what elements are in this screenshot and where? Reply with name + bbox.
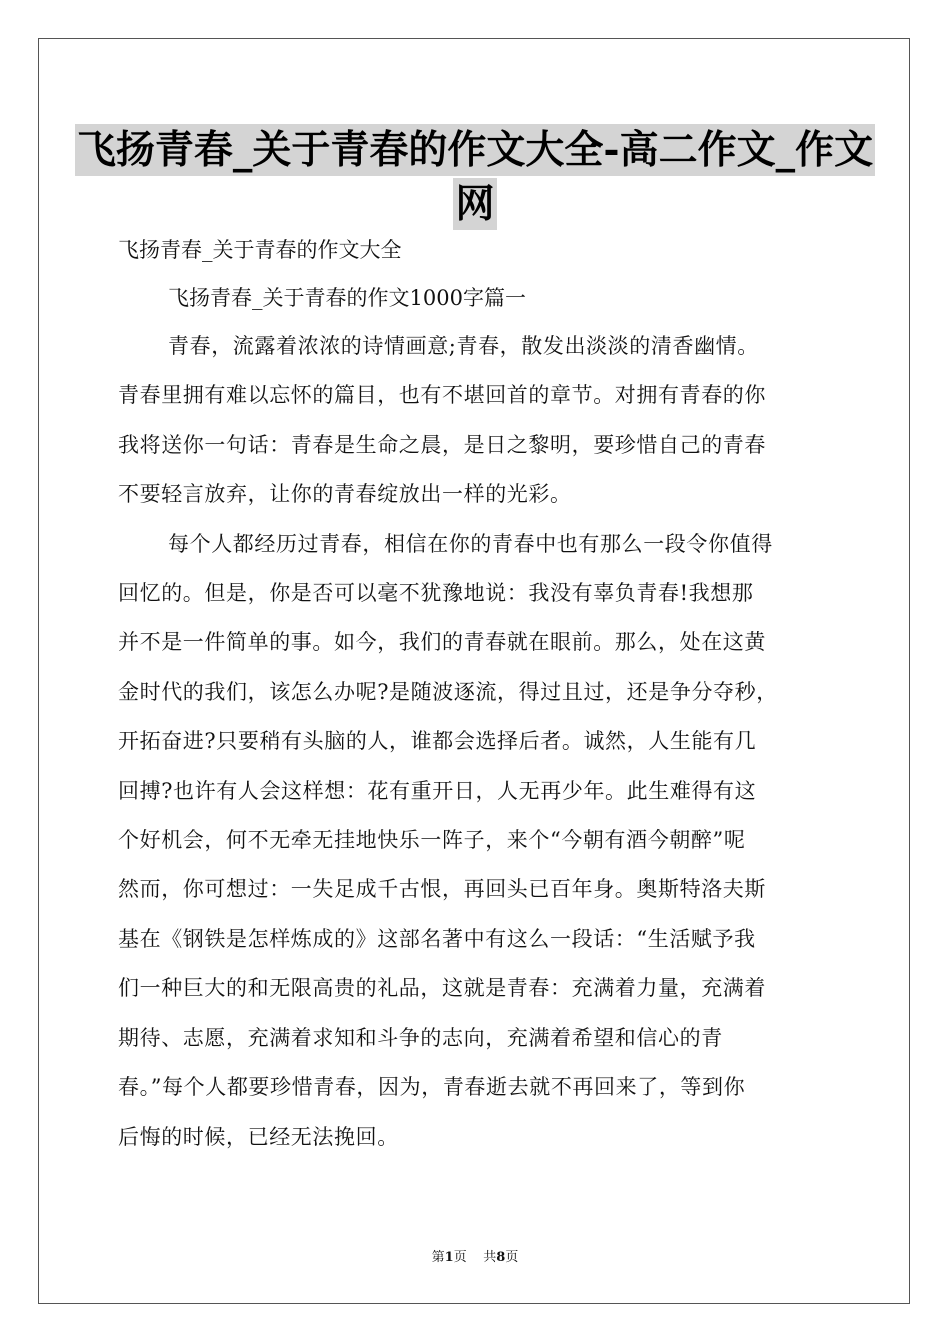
total-prefix: 共: [483, 1250, 497, 1265]
paragraph-line: 回搏?也许有人会这样想：花有重开日，人无再少年。此生难得有这: [118, 778, 757, 803]
total-pages: 8: [496, 1250, 506, 1265]
paragraph-line: 每个人都经历过青春，相信在你的青春中也有那么一段令你值得: [168, 531, 773, 556]
paragraph-line: 们一种巨大的和无限高贵的礼品，这就是青春：充满着力量，充满着: [118, 976, 766, 1001]
paragraph-1: [118, 322, 838, 520]
document-body: [118, 226, 838, 1162]
document-title: [0, 124, 950, 230]
paragraph-line: 春。”每个人都要珍惜青春，因为，青春逝去就不再回来了，等到你: [118, 1075, 746, 1100]
paragraph-line: 然而，你可想过：一失足成千古恨，再回头已百年身。奥斯特洛夫斯: [118, 877, 766, 902]
paragraph-2: [118, 520, 838, 1162]
title-line-2: 网: [453, 178, 496, 230]
paragraph-line: 期待、志愿，充满着求知和斗争的志向，充满着希望和信心的青: [118, 1025, 723, 1050]
total-suffix: 页: [505, 1250, 519, 1265]
title-line-1: 飞扬青春_关于青春的作文大全-高二作文_作文: [75, 124, 875, 176]
page-footer: [0, 1246, 950, 1265]
page-suffix: 页: [453, 1250, 467, 1265]
paragraph-line: 并不是一件简单的事。如今，我们的青春就在眼前。那么，处在这黄: [118, 630, 766, 655]
paragraph-line: 青春里拥有难以忘怀的篇目，也有不堪回首的章节。对拥有青春的你: [118, 383, 766, 408]
paragraph-line: 开拓奋进?只要稍有头脑的人，谁都会选择后者。诚然，人生能有几: [118, 729, 757, 754]
paragraph-line: 后悔的时候，已经无法挽回。: [118, 1124, 399, 1149]
paragraph-line: 金时代的我们，该怎么办呢?是随波逐流，得过且过，还是争分夺秒，: [118, 679, 778, 704]
page-number: 1: [444, 1250, 454, 1265]
paragraph-line: 不要轻言放弃，让你的青春绽放出一样的光彩。: [118, 482, 572, 507]
paragraph-line: 基在《钢铁是怎样炼成的》这部名著中有这么一段话：“生活赋予我: [118, 926, 756, 951]
paragraph-line: 青春，流露着浓浓的诗情画意;青春，散发出淡淡的清香幽情。: [168, 334, 759, 358]
paragraph-line: 回忆的。但是，你是否可以毫不犹豫地说：我没有辜负青春!我想那: [118, 581, 754, 606]
paragraph-line: 我将送你一句话：青春是生命之晨，是日之黎明，要珍惜自己的青春: [118, 432, 766, 457]
page-prefix: 第: [431, 1250, 445, 1265]
paragraph-line: 个好机会，何不无牵无挂地快乐一阵子，来个“今朝有酒今朝醉”呢: [118, 828, 746, 853]
section-heading: 飞扬青春_关于青春的作文1000字篇一: [168, 286, 526, 310]
subtitle: 飞扬青春_关于青春的作文大全: [118, 238, 402, 262]
